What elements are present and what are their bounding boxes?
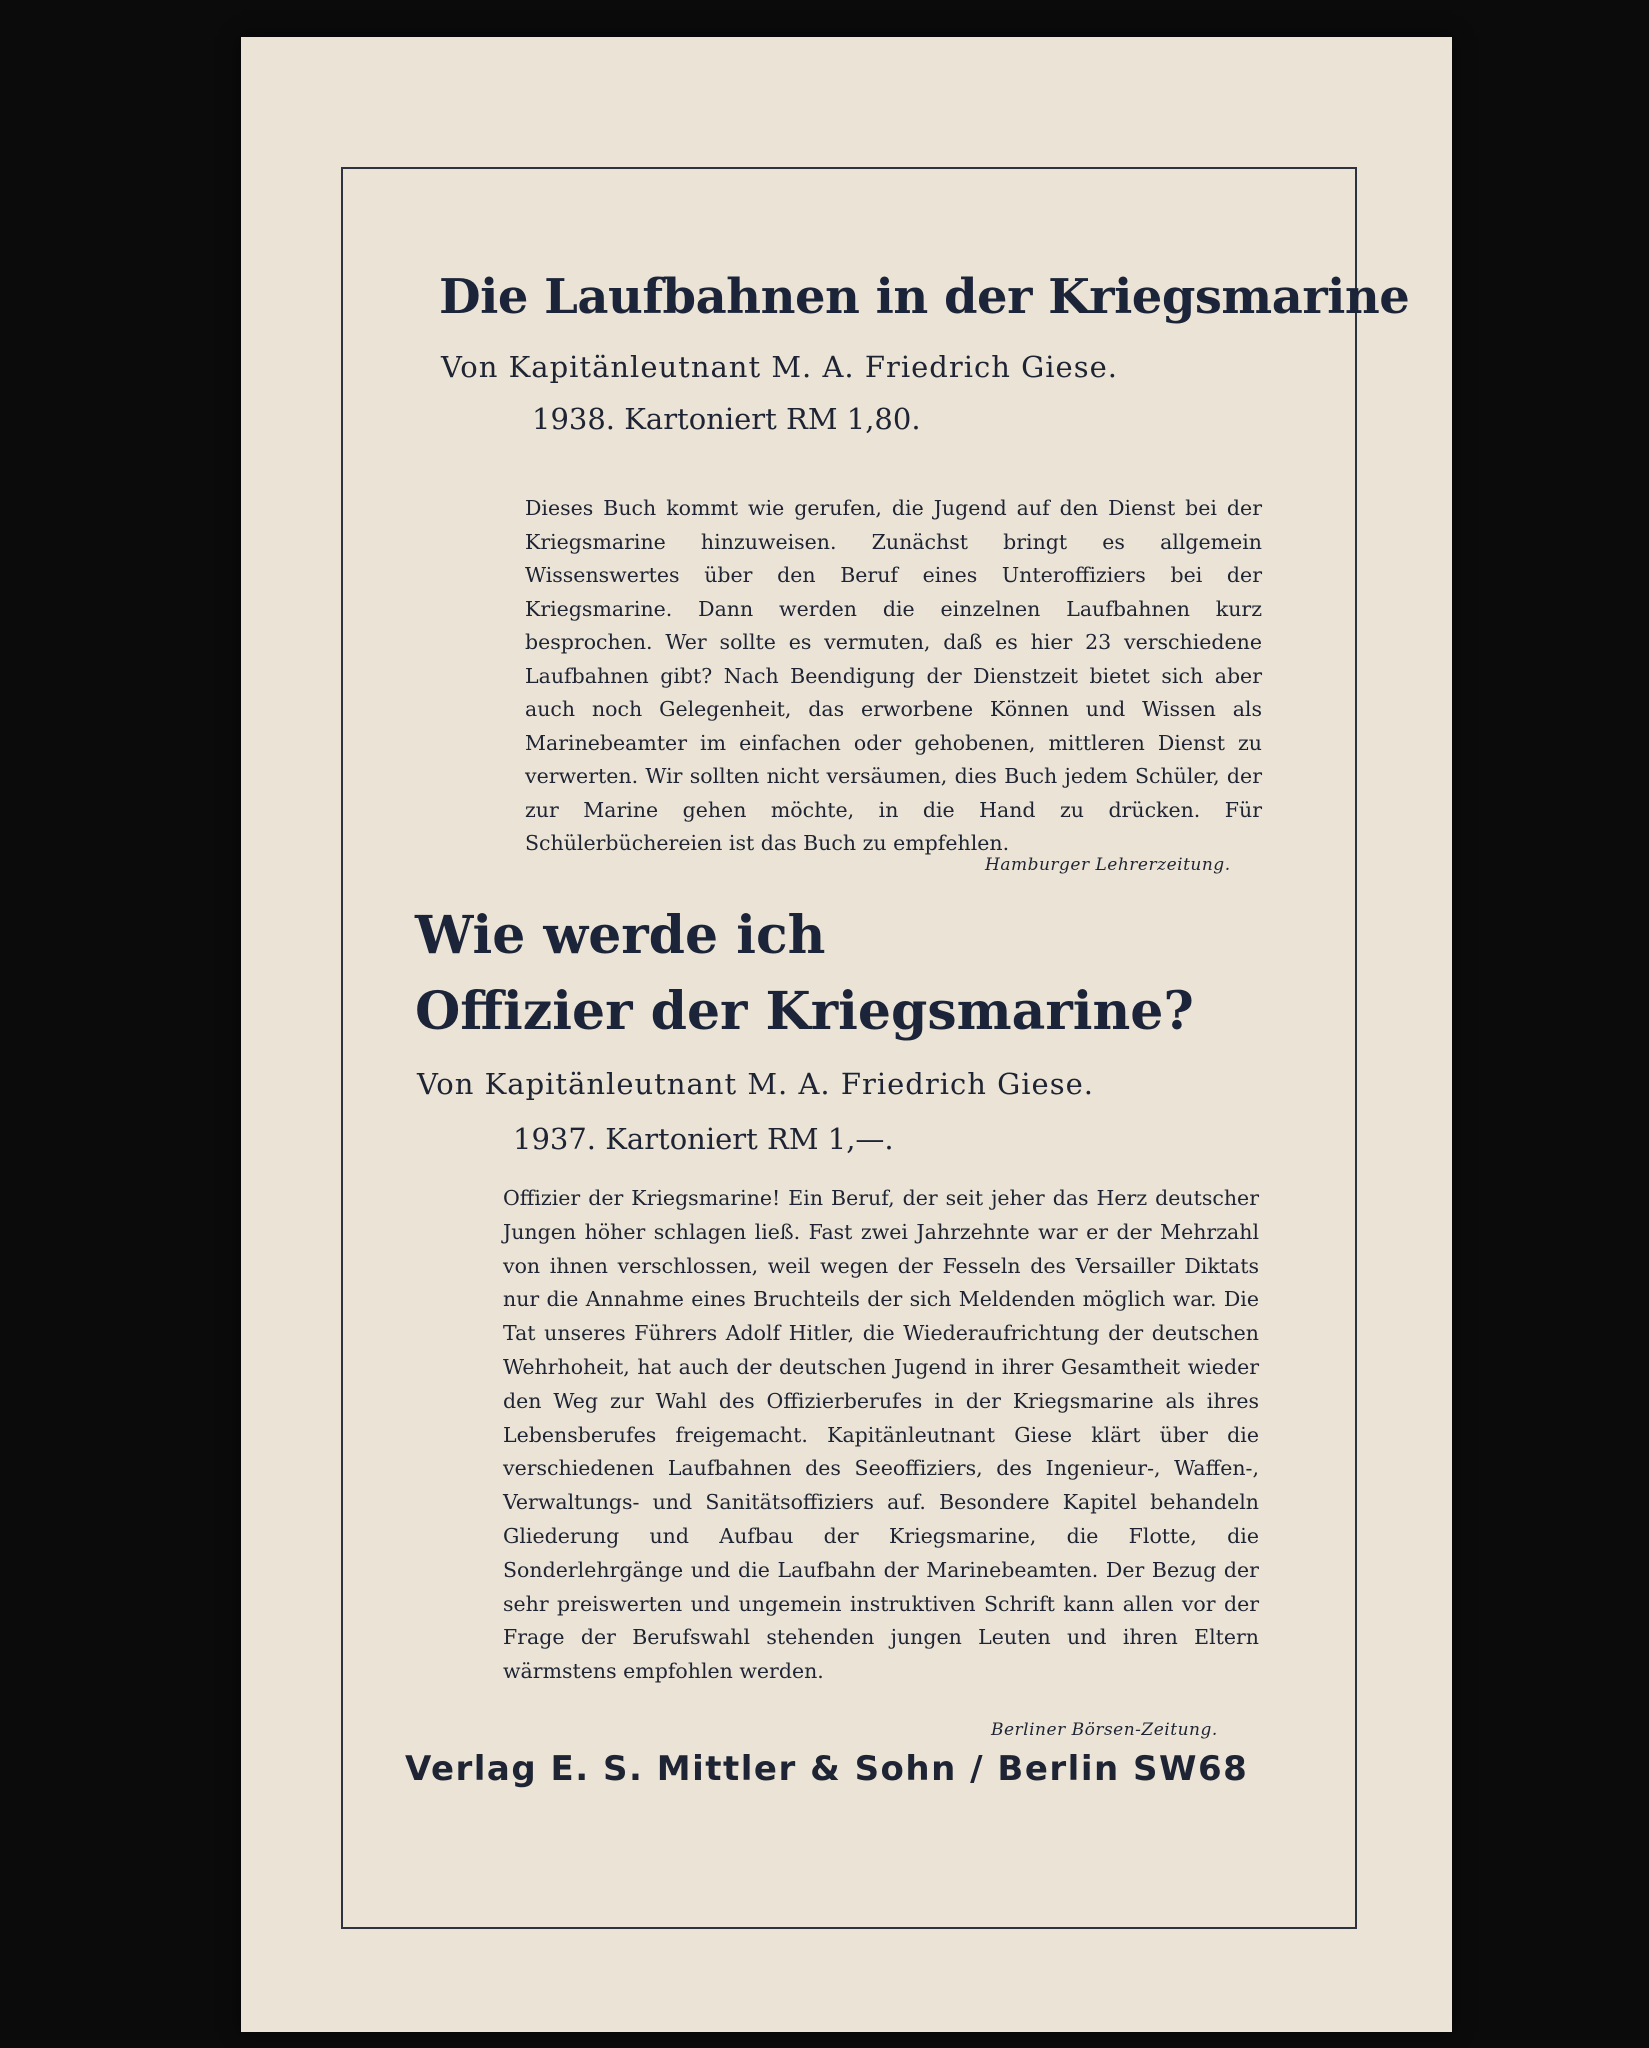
book1-author: Von Kapitänleutnant M. A. Friedrich Giese. [441,350,1118,384]
book1-price: 1938. Kartoniert RM 1,80. [532,402,921,436]
book2-price: 1937. Kartoniert RM 1,—. [513,1122,894,1156]
publisher-imprint: Verlag E. S. Mittler & Sohn / Berlin SW68 [405,1749,1249,1789]
book1-review: Dieses Buch kommt wie gerufen, die Jugend auf den Dienst bei der Kriegsmarine hinzuweisen. Zunächst bringt es allgemein Wissenswertes über den Beruf eines Unteroffiziers bei der Kriegsmarine. Dann werden die einzelnen Laufbahnen kurz besprochen. Wer sollte es vermuten, daß es hier 23 verschiedene Laufbahnen gibt? Nach Beendigung der Dienstzeit bietet sich aber auch noch Gelegenheit, das erworbene Können und Wissen als Marinebeamter im einfachen oder gehobenen, mittleren Dienst zu verwerten. Wir sollten nicht versäumen, dies Buch jedem Schüler, der zur Marine gehen möchte, in die Hand zu drücken. Für Schülerbüchereien ist das Buch zu empfehlen. [525,496,1262,855]
book1-title: Die Laufbahnen in der Kriegsmarine [439,269,1410,325]
book-back-cover [241,37,1452,2032]
book2-title-line1: Wie werde ich [415,905,826,966]
book2-title-line2: Offizier der Kriegsmarine? [415,981,1194,1042]
book1-review-source: Hamburger Lehrerzeitung. [985,855,1231,875]
book2-review-source: Berliner Börsen-Zeitung. [991,1720,1218,1740]
book2-author: Von Kapitänleutnant M. A. Friedrich Giese. [417,1067,1094,1101]
book2-review: Offizier der Kriegsmarine! Ein Beruf, der seit jeher das Herz deutscher Jungen höher schlagen ließ. Fast zwei Jahrzehnte war er der Mehrzahl von ihnen verschlossen, weil wegen der Fesseln des Versailler Diktats nur die Annahme eines Bruchteils der sich Meldenden möglich war. Die Tat unseres Führers Adolf Hitler, die Wiederaufrichtung der deutschen Wehrhoheit, hat auch der deutschen Jugend in ihrer Gesamtheit wieder den Weg zur Wahl des Offizierberufes in der Kriegsmarine als ihres Lebensberufes freigemacht. Kapitänleutnant Giese klärt über die verschiedenen Laufbahnen des Seeoffiziers, des Ingenieur-, Waffen-, Verwaltungs- und Sanitätsoffiziers auf. Besondere Kapitel behandeln Gliederung und Aufbau der Kriegsmarine, die Flotte, die Sonderlehrgänge und die Laufbahn der Marinebeamten. Der Bezug der sehr preiswerten und ungemein instruktiven Schrift kann allen vor der Frage der Berufswahl stehenden jungen Leuten und ihren Eltern wärmstens empfohlen werden. [503,1186,1259,1684]
